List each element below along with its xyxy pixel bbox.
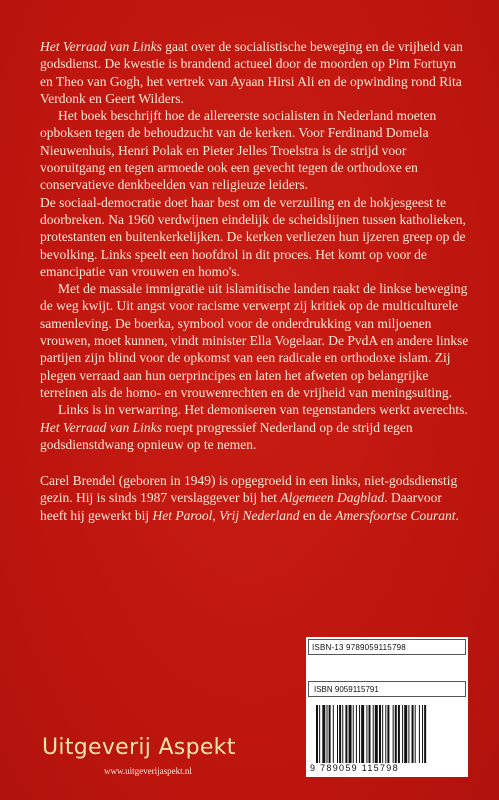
text-run: Carel Brendel (geboren in 1949) is opgegroeid in een links, niet-godsdienstig gezin. Hij is sinds 1987 verslaggever bij het xyxy=(40,473,458,506)
paragraph xyxy=(40,38,472,107)
paragraph xyxy=(40,472,472,524)
text-run: . Daarvoor heeft hij gewerkt bij xyxy=(40,490,442,523)
barcode-panel xyxy=(306,637,468,777)
blurb-text xyxy=(40,38,472,524)
italic-title: Vrij Nederland xyxy=(219,507,300,523)
italic-title: Amersfoortse Courant xyxy=(335,507,456,523)
italic-title: Het Verraad van Links xyxy=(40,39,162,54)
italic-title: Het Verraad van Links xyxy=(40,419,162,435)
text-run: en de xyxy=(299,507,336,523)
text-run: De sociaal-democratie doet haar best om de verzuiling en de hokjesgeest te doorbreken. Na 1960 verdwijnen eindelijk de scheidslijnen tussen katholieken, protestanten en buitenkerkelijken. De kerken verliezen hun ijzeren greep op de bevolking. Links speelt een hoofdrol in dit proces. Het komt op voor de emancipatie van vrouwen en homo's. xyxy=(40,194,466,279)
publisher-url: www.uitgeverijaspekt.nl xyxy=(104,766,192,776)
isbn10-label: ISBN 9059115791 xyxy=(314,685,379,694)
barcode-bars xyxy=(316,705,462,765)
text-run: Links is in verwarring. Het demoniseren van tegenstanders werkt averechts. xyxy=(58,402,468,418)
barcode-digits: 9 789059 115798 xyxy=(310,763,399,773)
text-run: roept progressief Nederland op de strijd tegen godsdienstdwang opnieuw op te nemen. xyxy=(40,419,413,452)
text-run: , xyxy=(212,507,220,523)
paragraph xyxy=(40,107,472,193)
publisher-logo: Uitgeverij Aspekt xyxy=(42,735,236,760)
text-run: Het boek beschrijft hoe de allereerste socialisten in Nederland moeten opboksen tegen de behoudzucht van de kerken. Voor Ferdinand Domela Nieuwenhuis, Henri Polak en Pieter Jelles Troelstra is de strijd voor vooruitgang en tegen armoede ook een gevecht tegen de orthodoxe en conservatieve denkbeelden van religieuze leiders. xyxy=(40,108,437,193)
text-run: . xyxy=(455,507,459,523)
italic-title: Algemeen Dagblad xyxy=(280,490,385,506)
isbn13-label: ISBN-13 9789059115798 xyxy=(312,643,406,652)
italic-title: Het Parool xyxy=(152,507,213,523)
text-run: Met de massale immigratie uit islamitische landen raakt de linkse beweging de weg kwijt. Uit angst voor racisme verwerpt zij kritiek op de multiculturele samenleving. De boerka, symbool voor de onderdrukking van miljoenen vrouwen, moet kunnen, vindt minister Ella Vogelaar. De PvdA en andere linkse partijen zijn blind voor de opkomst van een radicale en orthodoxe islam. Zij plegen verraad aan hun oerprincipes en laten het afweten op belangrijke terreinen als de homo- en vrouwenrechten en de vrijheid van meningsuiting. xyxy=(40,281,469,400)
paragraph xyxy=(40,194,472,280)
paragraph xyxy=(40,401,472,453)
text-run: gaat over de socialistische beweging en de vrijheid van godsdienst. De kwestie is brandend actueel door de moorden op Pim Fortuyn en Theo van Gogh, het vertrek van Ayaan Hirsi Ali en de opwinding rond Rita Verdonk en Geert Wilders. xyxy=(40,39,463,106)
paragraph xyxy=(40,280,472,401)
